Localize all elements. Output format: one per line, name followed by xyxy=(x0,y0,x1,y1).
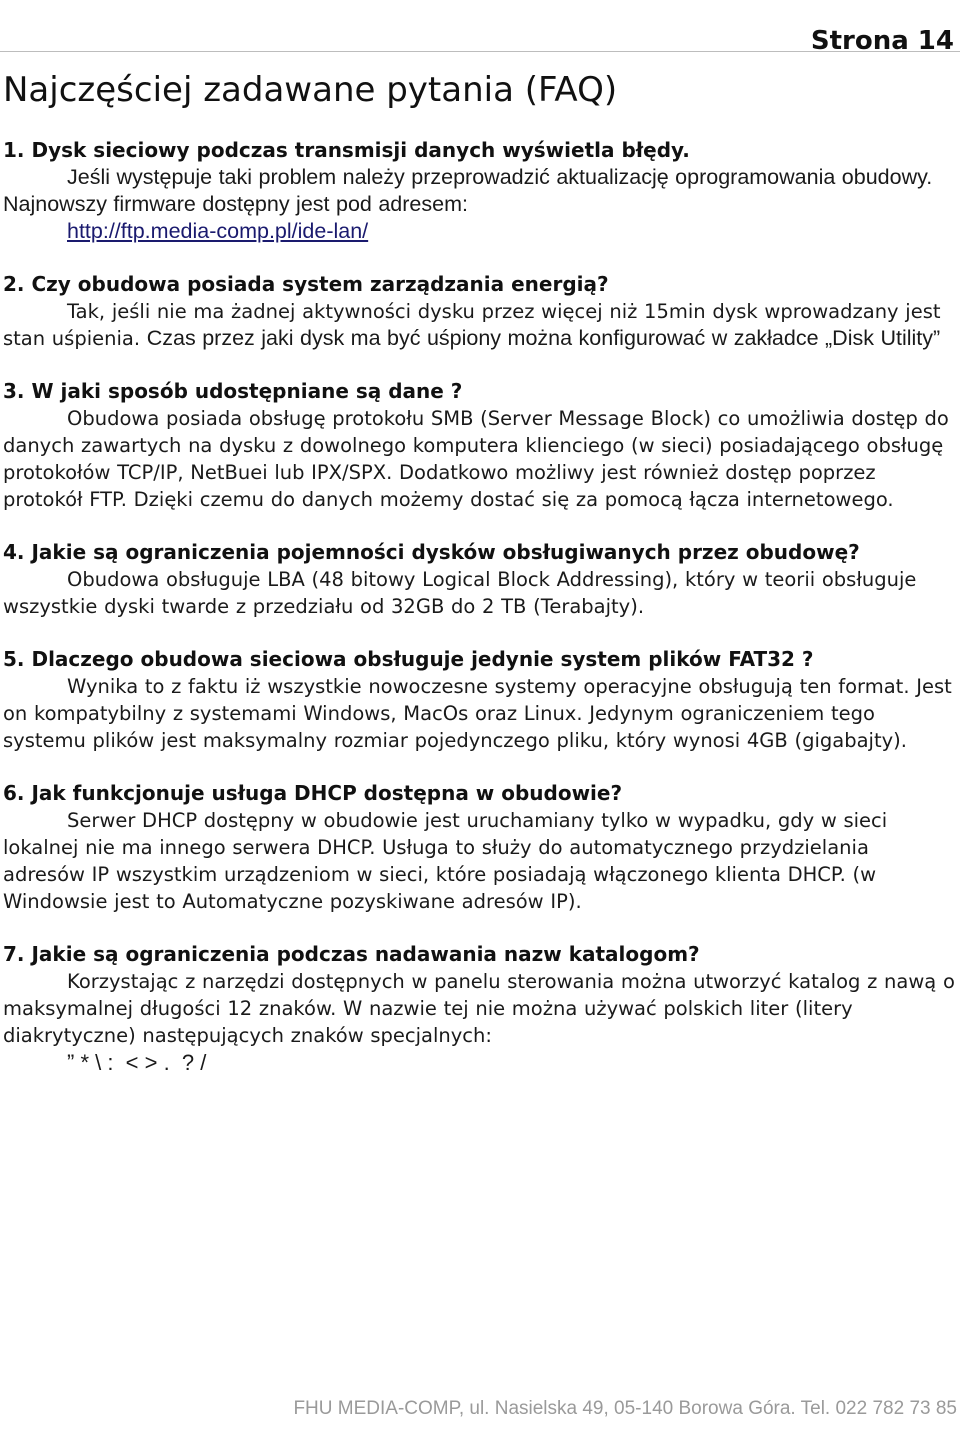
footer-contact: FHU MEDIA-COMP, ul. Nasielska 49, 05-140 Borowa Góra. Tel. 022 782 73 85 xyxy=(293,1398,957,1419)
faq-question: 2. Czy obudowa posiada system zarządzania energią? xyxy=(3,272,609,296)
faq-answer-part: Tak, jeśli nie ma żadnej aktywności dysku przez więcej niż 15min dysk wprowadzany jest stan uśpienia. xyxy=(3,300,941,350)
faq-question: 4. Jakie są ograniczenia pojemności dysków obsługiwanych przez obudowę? xyxy=(3,540,860,564)
faq-item-2 xyxy=(3,271,957,352)
faq-answer: Jeśli występuje taki problem należy przeprowadzić aktualizację oprogramowania obudowy. Najnowszy firmware dostępny jest pod adresem: xyxy=(3,165,933,216)
faq-answer: Korzystając z narzędzi dostępnych w panelu sterowania można utworzyć katalog z nawą o maksymalnej długości 12 znaków. W nazwie tej nie można używać polskich liter (litery diakrytyczne) następujących znaków specjalnych: xyxy=(3,970,955,1047)
faq-question: 3. W jaki sposób udostępniane są dane ? xyxy=(3,379,463,403)
firmware-link[interactable]: http://ftp.media-comp.pl/ide-lan/ xyxy=(67,219,369,243)
faq-question: 1. Dysk sieciowy podczas transmisji danych wyświetla błędy. xyxy=(3,138,690,162)
faq-list xyxy=(3,137,957,1102)
faq-question: 5. Dlaczego obudowa sieciowa obsługuje jedynie system plików FAT32 ? xyxy=(3,647,814,671)
page-number: Strona 14 xyxy=(810,26,954,56)
faq-question: 7. Jakie są ograniczenia podczas nadawania nazw katalogom? xyxy=(3,942,700,966)
faq-answer: Obudowa posiada obsługę protokołu SMB (Server Message Block) co umożliwia dostęp do danych zawartych na dysku z dowolnego komputera klienciego (w sieci) posiadającego obsługę protokołów TCP/IP, NetBuei lub IPX/SPX. Dodatkowo możliwy jest również dostęp poprzez protokół FTP. Dzięki czemu do danych możemy dostać się za pomocą łącza internetowego. xyxy=(3,407,949,511)
faq-item-6 xyxy=(3,780,957,915)
faq-item-7 xyxy=(3,941,957,1076)
faq-item-4 xyxy=(3,539,957,620)
faq-answer: Serwer DHCP dostępny w obudowie jest uruchamiany tylko w wypadku, gdy w sieci lokalnej nie ma innego serwera DHCP. Usługa to służy do automatycznego przydzielania adresów IP wszystkim urządzeniom w sieci, które posiadają włączonego klienta DHCP. (w Windowsie jest to Automatyczne pozyskiwane adresów IP). xyxy=(3,809,888,913)
faq-answer: Wynika to z faktu iż wszystkie nowoczesne systemy operacyjne obsługują ten format. Jest on kompatybilny z systemami Windows, MacOs oraz Linux. Jedynym ograniczeniem tego systemu plików jest maksymalny rozmiar pojedynczego pliku, który wynosi 4GB (gigabajty). xyxy=(3,675,952,752)
faq-answer: Obudowa obsługuje LBA (48 bitowy Logical Block Addressing), który w teorii obsługuje wszystkie dyski twarde z przedziału od 32GB do 2 TB (Terabajty). xyxy=(3,568,917,618)
faq-answer xyxy=(3,298,957,352)
faq-question: 6. Jak funkcjonuje usługa DHCP dostępna w obudowie? xyxy=(3,781,623,805)
faq-item-5 xyxy=(3,646,957,754)
special-characters: ” * \ : < > . ? / xyxy=(67,1050,207,1075)
faq-item-1 xyxy=(3,137,957,245)
faq-item-3 xyxy=(3,378,957,513)
page-title: Najczęściej zadawane pytania (FAQ) xyxy=(3,70,618,110)
faq-answer-part: Czas przez jaki dysk ma być uśpiony można konfigurować w zakładce „Disk Utility” xyxy=(146,326,941,350)
faq-link-line xyxy=(3,218,957,245)
